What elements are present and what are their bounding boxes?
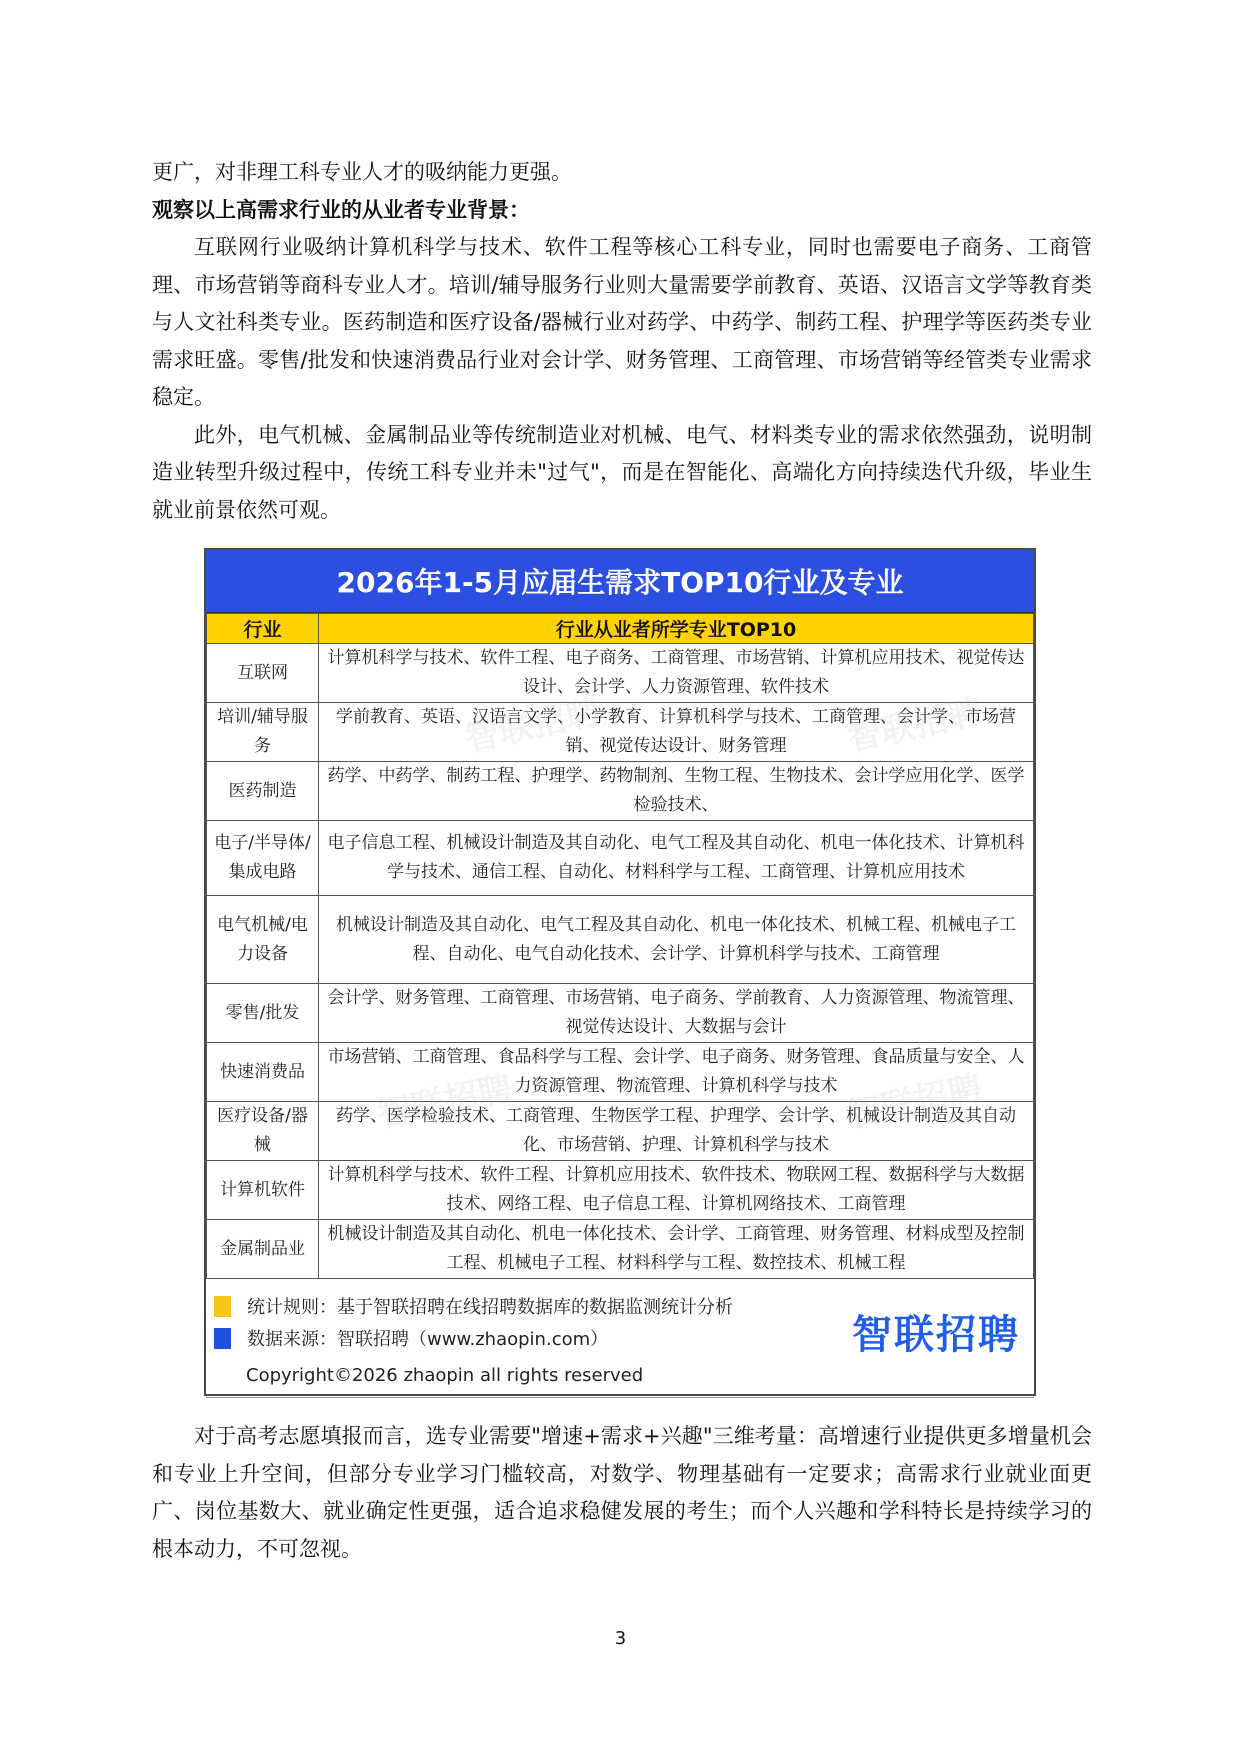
paragraph-conclusion: 对于高考志愿填报而言，选专业需要"增速+需求+兴趣"三维考量：高增速行业提供更多增量机会和专业上升空间，但部分专业学习门槛较高，对数学、物理基础有一定要求；高需求行业就业面更广、岗位基数大、就业确定性更强，适合追求稳健发展的考生；而个人兴趣和学科特长是持续学习的根本动力，不可忽视。 [152,1424,1092,1561]
industry-cell: 电子/半导体/集成电路 [207,821,319,896]
watermark: 智联招聘 [844,692,986,760]
majors-cell: 计算机科学与技术、软件工程、计算机应用技术、软件技术、物联网工程、数据科学与大数据技术、网络工程、电子信息工程、计算机网络技术、工商管理 [319,1161,1034,1220]
majors-cell: 计算机科学与技术、软件工程、电子商务、工商管理、市场营销、计算机应用技术、视觉传达设计、会计学、人力资源管理、软件技术 [319,644,1034,703]
table-row [207,644,1034,703]
table-row [207,1043,1034,1102]
header-industry: 行业 [207,614,319,644]
majors-cell: 市场营销、工商管理、食品科学与工程、会计学、电子商务、财务管理、食品质量与安全、人力资源管理、物流管理、计算机科学与技术 [319,1043,1034,1102]
industry-cell: 快速消费品 [207,1043,319,1102]
industry-majors-table [206,613,1034,1279]
header-majors: 行业从业者所学专业TOP10 [319,614,1034,644]
zhaopin-logo: 智联招聘 [852,1312,1020,1358]
majors-cell: 学前教育、英语、汉语言文学、小学教育、计算机科学与技术、工商管理、会计学、市场营销、视觉传达设计、财务管理 [319,703,1034,762]
industry-cell: 电气机械/电力设备 [207,896,319,984]
footer-divider [206,1397,1034,1398]
table-row [207,762,1034,821]
table-row [207,1161,1034,1220]
industry-cell: 医药制造 [207,762,319,821]
industry-cell: 金属制品业 [207,1220,319,1279]
top-text-block [152,154,1092,529]
watermark: 智联招聘 [844,1068,986,1136]
watermark: 智联招聘 [374,1068,516,1136]
majors-cell: 会计学、财务管理、工商管理、市场营销、电子商务、学前教育、人力资源管理、物流管理、视觉传达设计、大数据与会计 [319,984,1034,1043]
table-row [207,896,1034,984]
majors-cell: 机械设计制造及其自动化、机电一体化技术、会计学、工商管理、财务管理、材料成型及控制工程、机械电子工程、材料科学与工程、数控技术、机械工程 [319,1220,1034,1279]
paragraph-majors-background: 互联网行业吸纳计算机科学与技术、软件工程等核心工科专业，同时也需要电子商务、工商管理、市场营销等商科专业人才。培训/辅导服务行业则大量需要学前教育、英语、汉语言文学等教育类与人文社科类专业。医药制造和医疗设备/器械行业对药学、中药学、制药工程、护理学等医药类专业需求旺盛。零售/批发和快速消费品行业对会计学、财务管理、工商管理、市场营销等经管类专业需求稳定。 [152,235,1092,409]
bottom-text-block [152,1418,1092,1568]
figure-footer [206,1279,1034,1422]
table-row [207,984,1034,1043]
majors-cell: 药学、中药学、制药工程、护理学、药物制剂、生物工程、生物技术、会计学应用化学、医学检验技术、 [319,762,1034,821]
industry-cell: 计算机软件 [207,1161,319,1220]
industry-cell: 零售/批发 [207,984,319,1043]
table-header-row [207,614,1034,644]
section-heading: 观察以上高需求行业的从业者专业背景： [152,197,530,222]
table-row [207,1102,1034,1161]
majors-cell: 药学、医学检验技术、工商管理、生物医学工程、护理学、会计学、机械设计制造及其自动化、市场营销、护理、计算机科学与技术 [319,1102,1034,1161]
yellow-square-icon [214,1296,231,1317]
paragraph-manufacturing: 此外，电气机械、金属制品业等传统制造业对机械、电气、材料类专业的需求依然强劲，说明制造业转型升级过程中，传统工科专业并未"过气"，而是在智能化、高端化方向持续迭代升级，毕业生就业前景依然可观。 [152,422,1092,522]
majors-cell: 电子信息工程、机械设计制造及其自动化、电气工程及其自动化、机电一体化技术、计算机科学与技术、通信工程、自动化、材料科学与工程、工商管理、计算机应用技术 [319,821,1034,896]
watermark: 智联招聘 [462,692,604,760]
figure-title: 2026年1-5月应届生需求TOP10行业及专业 [206,550,1034,613]
note-rule-text: 统计规则：基于智联招聘在线招聘数据库的数据监测统计分析 [247,1297,733,1318]
industry-cell: 医疗设备/器械 [207,1102,319,1161]
table-row [207,821,1034,896]
industry-majors-figure [204,548,1036,1396]
paragraph-continuation: 更广，对非理工科专业人才的吸纳能力更强。 [152,160,572,184]
copyright-text: Copyright©2026 zhaopin all rights reserved [246,1365,644,1386]
majors-cell: 机械设计制造及其自动化、电气工程及其自动化、机电一体化技术、机械工程、机械电子工程、自动化、电气自动化技术、会计学、计算机科学与技术、工商管理 [319,896,1034,984]
blue-square-icon [214,1328,231,1349]
industry-cell: 培训/辅导服务 [207,703,319,762]
industry-cell: 互联网 [207,644,319,703]
table-row [207,703,1034,762]
note-source-text: 数据来源：智联招聘（www.zhaopin.com） [247,1329,609,1350]
page-number: 3 [614,1628,627,1649]
note-rule [214,1293,733,1319]
table-row [207,1220,1034,1279]
note-source [214,1325,608,1351]
